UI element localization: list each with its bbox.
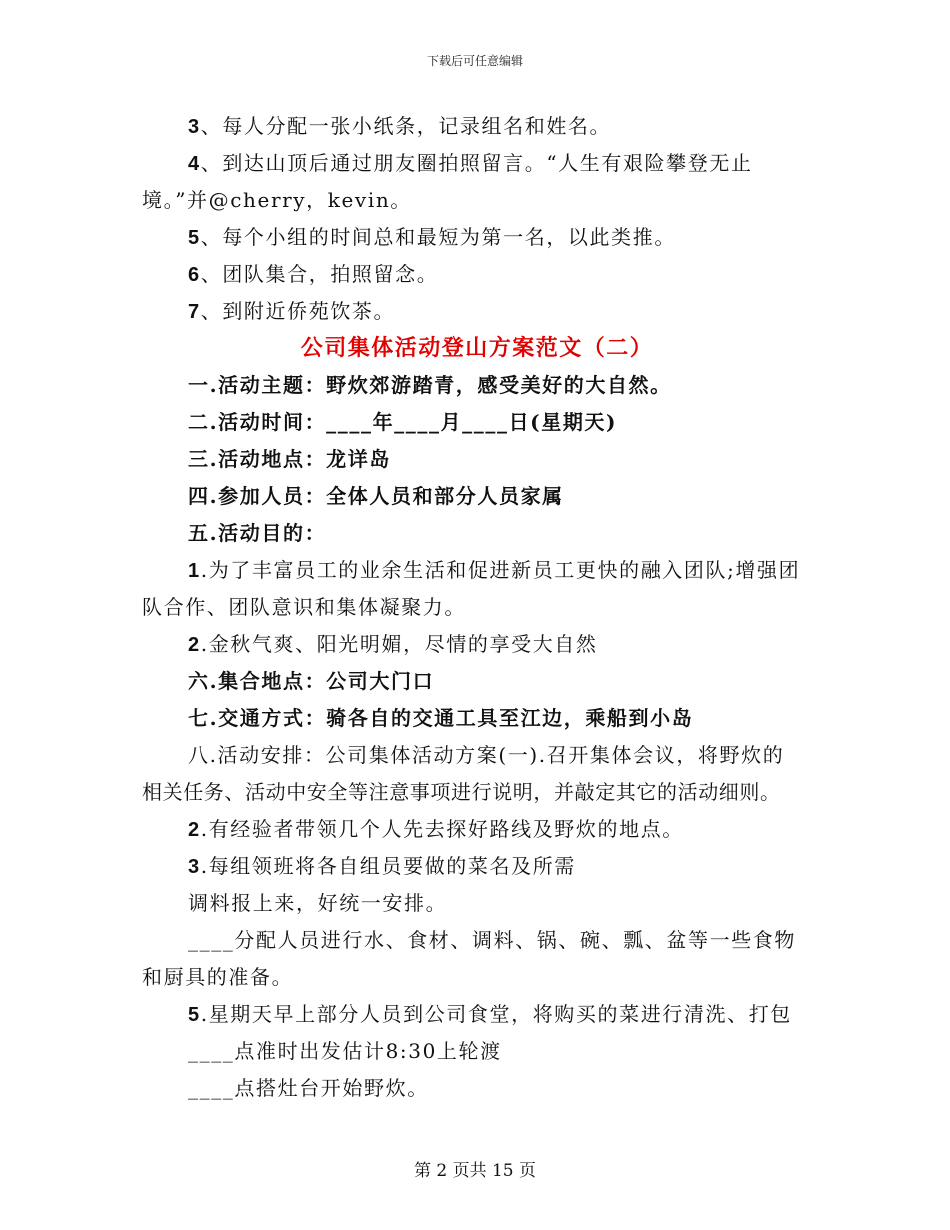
item-text: 境。”并@cherry，kevin。 — [142, 188, 412, 212]
item-number: 6 — [188, 264, 201, 286]
item-number: 5 — [188, 227, 201, 249]
section-title: 公司集体活动登山方案范文（二） — [300, 335, 654, 361]
item-number: 3 — [188, 856, 201, 878]
arrangement-line — [142, 996, 812, 1033]
item-text: 、到附近侨苑饮茶。 — [200, 299, 396, 323]
arrangement-line — [142, 1070, 812, 1107]
item-text: .星期天早上部分人员到公司食堂，将购买的菜进行清洗、打包 — [200, 1002, 792, 1026]
arrangement-line — [142, 959, 812, 996]
item-text: 、到达山顶后通过朋友圈拍照留言。“人生有艰险攀登无止 — [200, 151, 753, 175]
list-item — [142, 108, 812, 145]
purpose-item — [142, 552, 812, 589]
arrangement-line — [142, 1033, 812, 1070]
item-text: 调料报上来，好统一安排。 — [188, 891, 448, 915]
list-item — [142, 145, 812, 182]
item-text: .每组领班将各自组员要做的菜名及所需 — [200, 854, 576, 878]
arrangement-line — [142, 885, 812, 922]
heading-theme: 一.活动主题：野炊郊游踏青，感受美好的大自然。 — [188, 373, 672, 397]
purpose-item — [142, 626, 812, 663]
item-text: ____点准时出发估计8:30上轮渡 — [188, 1039, 502, 1063]
arrangement-line — [142, 774, 812, 811]
heading-transport: 七.交通方式：骑各自的交通工具至江边，乘船到小岛 — [188, 706, 694, 730]
document-body — [142, 108, 812, 1107]
heading-purpose: 五.活动目的： — [188, 521, 327, 545]
list-item — [142, 219, 812, 256]
heading-time: 二.活动时间：____年____月____日(星期天) — [188, 410, 618, 434]
item-text: 和厨具的准备。 — [142, 965, 294, 989]
page-footer: 第 2 页共 15 页 — [413, 1161, 537, 1181]
item-text: .有经验者带领几个人先去探好路线及野炊的地点。 — [200, 817, 684, 841]
item-text: 八.活动安排：公司集体活动方案(一).召开集体会议，将野炊的 — [188, 743, 785, 767]
item-text: ____分配人员进行水、食材、调料、锅、碗、瓢、盆等一些食物 — [188, 928, 796, 952]
item-text: .为了丰富员工的业余生活和促进新员工更快的融入团队;增强团 — [200, 558, 801, 582]
arrangement-line — [142, 848, 812, 885]
item-text: .金秋气爽、阳光明媚，尽情的享受大自然 — [200, 632, 598, 656]
item-number: 4 — [188, 153, 201, 175]
item-number: 1 — [188, 560, 201, 582]
purpose-item-continuation — [142, 589, 812, 626]
item-text: 、每个小组的时间总和最短为第一名，以此类推。 — [200, 225, 676, 249]
page-header: 下载后可任意编辑 — [426, 54, 523, 68]
item-text: ____点搭灶台开始野炊。 — [188, 1076, 429, 1100]
item-text: 、团队集合，拍照留念。 — [200, 262, 439, 286]
item-number: 5 — [188, 1004, 201, 1026]
heading-location: 三.活动地点：龙详岛 — [188, 447, 391, 471]
list-item — [142, 293, 812, 330]
item-number: 2 — [188, 819, 201, 841]
arrangement-line — [142, 811, 812, 848]
arrangement-line — [142, 737, 812, 774]
item-text: 相关任务、活动中安全等注意事项进行说明，并敲定其它的活动细则。 — [142, 780, 781, 804]
arrangement-line — [142, 922, 812, 959]
item-text: 队合作、团队意识和集体凝聚力。 — [142, 595, 466, 619]
item-number: 7 — [188, 301, 201, 323]
heading-meeting-point: 六.集合地点：公司大门口 — [188, 669, 435, 693]
item-number: 2 — [188, 634, 201, 656]
list-item-continuation — [142, 182, 812, 219]
heading-participants: 四.参加人员：全体人员和部分人员家属 — [188, 484, 564, 508]
item-number: 3 — [188, 116, 201, 138]
list-item — [142, 256, 812, 293]
item-text: 、每人分配一张小纸条，记录组名和姓名。 — [200, 114, 612, 138]
